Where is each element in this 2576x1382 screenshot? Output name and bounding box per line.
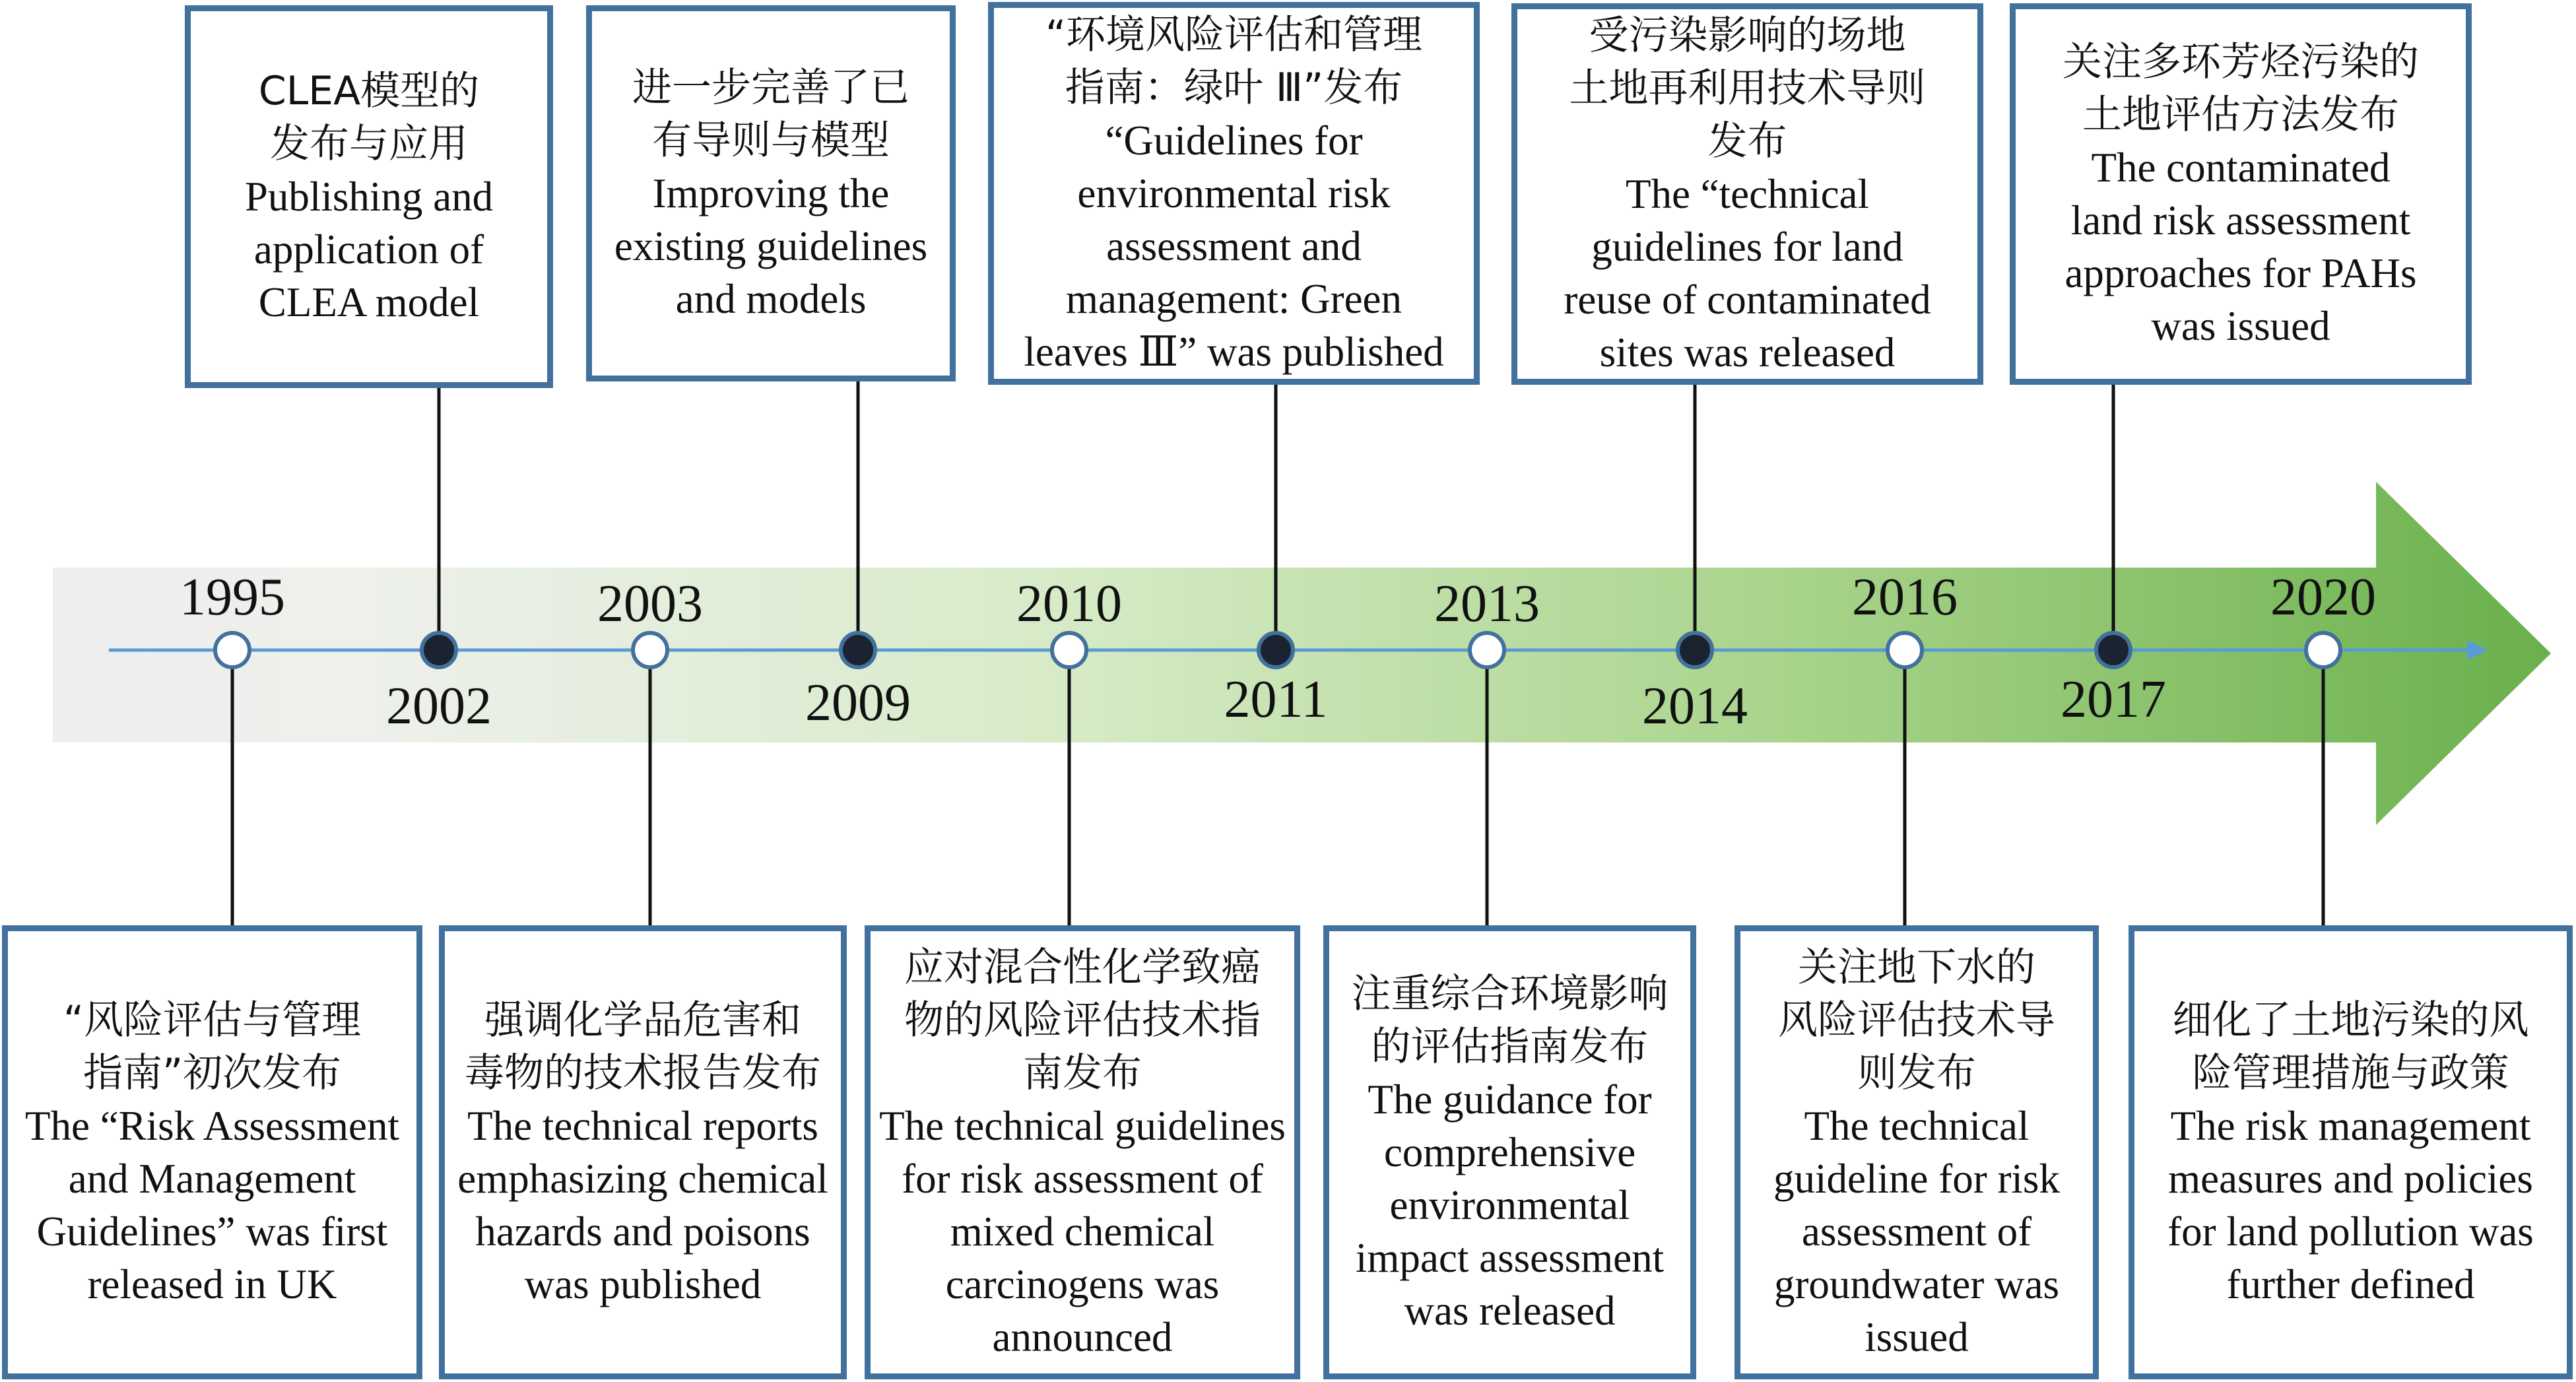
event-1995-en-4: released in UK xyxy=(87,1261,337,1307)
event-2014-en-4: sites was released xyxy=(1599,329,1896,376)
event-2020-en-2: measures and policies xyxy=(2168,1156,2533,1202)
marker-2011 xyxy=(1259,633,1293,667)
event-box-2020 xyxy=(2129,925,2573,1379)
year-label-2009: 2009 xyxy=(805,674,911,732)
event-2013-zh-2: 的评估指南发布 xyxy=(1371,1024,1649,1070)
event-2009-en-3: and models xyxy=(675,276,867,322)
event-1995-en-2: and Management xyxy=(68,1156,356,1202)
event-box-1995 xyxy=(2,925,422,1379)
event-2010-zh-1: 应对混合性化学致癌 xyxy=(904,944,1261,991)
event-box-2011 xyxy=(988,2,1480,385)
event-2017-en-2: land risk assessment xyxy=(2070,197,2411,244)
event-1995-en-1: The “Risk Assessment xyxy=(25,1103,399,1149)
event-2020-zh-1: 细化了土地污染的风 xyxy=(2172,997,2529,1043)
marker-2002 xyxy=(422,633,456,667)
event-1995-en-3: Guidelines” was first xyxy=(36,1208,388,1255)
event-2017-zh-1: 关注多环芳烃污染的 xyxy=(2063,39,2419,85)
event-2016-zh-2: 风险评估技术导 xyxy=(1778,997,2055,1043)
year-label-1995: 1995 xyxy=(180,568,285,626)
year-label-2016: 2016 xyxy=(1852,568,1958,626)
event-2009-zh-1: 进一步完善了已 xyxy=(632,65,909,111)
event-2003-en-2: emphasizing chemical xyxy=(457,1156,828,1202)
event-2016-en-4: groundwater was xyxy=(1773,1261,2060,1307)
marker-2010 xyxy=(1052,633,1086,667)
event-2011-en-2: environmental risk xyxy=(1077,170,1391,216)
event-2010-zh-3: 南发布 xyxy=(1023,1050,1142,1096)
event-2011-zh-2: 指南：绿叶 Ⅲ”发布 xyxy=(1065,65,1403,111)
event-2016-en-5: issued xyxy=(1865,1314,1969,1360)
event-2017-en-1: The contaminated xyxy=(2091,145,2391,191)
event-2013-en-2: comprehensive xyxy=(1383,1129,1636,1175)
event-2014-en-1: The “technical xyxy=(1625,171,1870,217)
event-2003-en-4: was published xyxy=(524,1261,762,1307)
event-box-2017 xyxy=(2010,3,2472,385)
event-2010-en-2: for risk assessment of xyxy=(902,1156,1263,1202)
event-2014-en-2: guidelines for land xyxy=(1591,224,1903,270)
event-2003-en-1: The technical reports xyxy=(467,1103,818,1149)
event-2016-en-2: guideline for risk xyxy=(1773,1156,2060,1202)
event-2017-zh-2: 土地评估方法发布 xyxy=(2082,92,2399,138)
event-2002-en-1: Publishing and xyxy=(244,174,494,220)
event-2002-en-2: application of xyxy=(253,226,484,273)
year-label-2013: 2013 xyxy=(1434,575,1540,633)
event-2014-zh-1: 受污染影响的场地 xyxy=(1589,13,1906,59)
event-2010-en-5: announced xyxy=(992,1314,1173,1360)
event-2020-en-1: The risk management xyxy=(2170,1103,2531,1149)
marker-2013 xyxy=(1470,633,1504,667)
marker-1995 xyxy=(215,633,249,667)
event-2009-en-1: Improving the xyxy=(652,170,890,216)
event-2003-zh-2: 毒物的技术报告发布 xyxy=(465,1050,821,1096)
marker-2009 xyxy=(841,633,875,667)
event-2011-en-3: assessment and xyxy=(1106,223,1362,269)
year-label-2017: 2017 xyxy=(2061,671,2166,729)
event-2013-en-3: environmental xyxy=(1389,1182,1630,1228)
event-2010-en-1: The technical guidelines xyxy=(879,1103,1286,1149)
event-2010-en-3: mixed chemical xyxy=(950,1208,1215,1255)
event-2020-en-3: for land pollution was xyxy=(2167,1208,2534,1255)
event-2013-en-5: was released xyxy=(1404,1288,1616,1334)
event-box-2013 xyxy=(1323,925,1696,1379)
event-2009-zh-2: 有导则与模型 xyxy=(652,117,890,164)
event-2014-zh-2: 土地再利用技术导则 xyxy=(1569,65,1926,112)
marker-2020 xyxy=(2306,633,2340,667)
event-1995-zh-2: 指南”初次发布 xyxy=(83,1050,342,1096)
event-2014-zh-3: 发布 xyxy=(1707,118,1787,164)
event-2017-en-3: approaches for PAHs xyxy=(2064,250,2417,296)
year-label-2014: 2014 xyxy=(1642,677,1748,735)
event-2011-zh-1: “环境风险评估和管理 xyxy=(1045,12,1423,58)
event-2003-zh-1: 强调化学品危害和 xyxy=(484,997,801,1043)
year-label-2020: 2020 xyxy=(2270,568,2376,626)
event-2013-en-1: The guidance for xyxy=(1368,1076,1652,1123)
event-2016-zh-1: 关注地下水的 xyxy=(1798,944,2035,991)
year-label-2011: 2011 xyxy=(1224,671,1328,729)
event-2016-zh-3: 则发布 xyxy=(1857,1050,1976,1096)
event-box-2016 xyxy=(1734,925,2099,1379)
event-box-2009 xyxy=(586,5,956,381)
event-2010-zh-2: 物的风险评估技术指 xyxy=(904,997,1261,1043)
event-2014-en-3: reuse of contaminated xyxy=(1564,277,1931,323)
event-2016-en-1: The technical xyxy=(1804,1103,2030,1149)
year-label-2002: 2002 xyxy=(386,677,492,735)
event-2010-en-4: carcinogens was xyxy=(945,1261,1220,1307)
event-box-2003 xyxy=(439,925,847,1379)
event-1995-zh-1: “风险评估与管理 xyxy=(63,997,362,1043)
event-2011-en-5: leaves Ⅲ” was published xyxy=(1024,329,1444,375)
event-2011-en-1: “Guidelines for xyxy=(1105,117,1363,164)
event-2013-en-4: impact assessment xyxy=(1355,1235,1665,1281)
event-2002-en-3: CLEA model xyxy=(258,279,480,325)
event-2020-zh-2: 险管理措施与政策 xyxy=(2192,1050,2509,1096)
marker-2014 xyxy=(1678,633,1712,667)
event-2017-en-4: was issued xyxy=(2151,303,2330,349)
event-box-2002 xyxy=(185,5,553,388)
event-box-2010 xyxy=(865,925,1300,1379)
marker-2016 xyxy=(1888,633,1922,667)
marker-2003 xyxy=(633,633,667,667)
year-label-2010: 2010 xyxy=(1016,575,1122,633)
event-2002-zh-2: 发布与应用 xyxy=(270,121,468,167)
event-2003-en-3: hazards and poisons xyxy=(475,1208,810,1255)
year-label-2003: 2003 xyxy=(597,575,703,633)
event-2002-zh-1: CLEA模型的 xyxy=(258,68,480,114)
event-2016-en-3: assessment of xyxy=(1801,1208,2032,1255)
event-2020-en-4: further defined xyxy=(2226,1261,2475,1307)
event-box-2014 xyxy=(1511,3,1983,385)
marker-2017 xyxy=(2096,633,2130,667)
event-2013-zh-1: 注重综合环境影响 xyxy=(1351,971,1668,1017)
event-2011-en-4: management: Green xyxy=(1065,276,1402,322)
event-2009-en-2: existing guidelines xyxy=(614,223,928,269)
